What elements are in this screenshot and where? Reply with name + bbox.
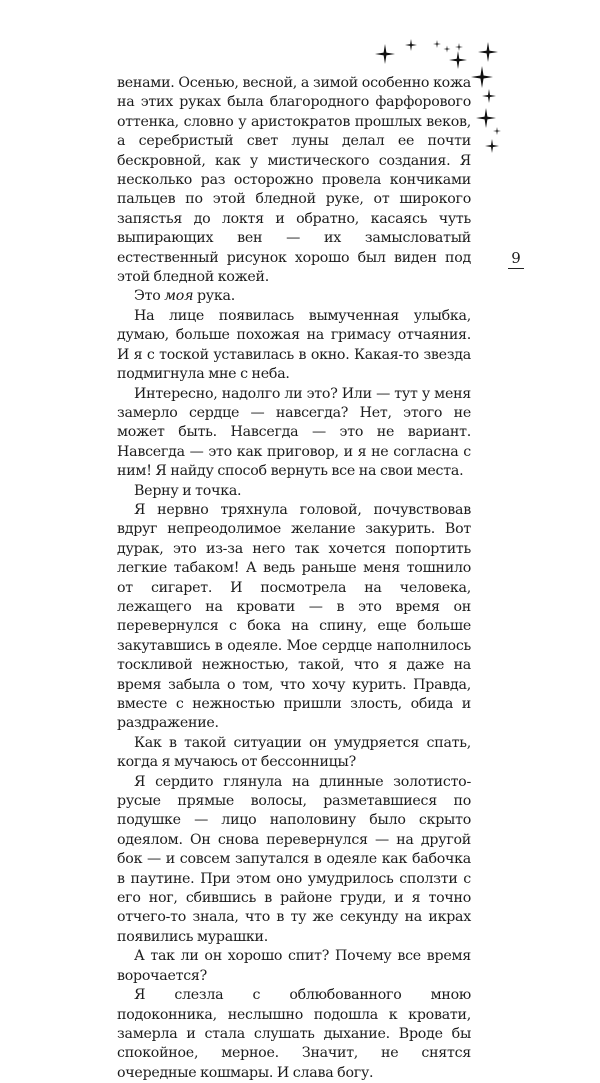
paragraph: Я сердито глянула на длинные золотисто-русые прямые волосы, разметавшиеся по подушке — лицо наполовину было скрыто одеялом. Он снова перевернулся — на другой бок — и совсем запутался в одеяле как бабочка в паутине. При этом оно умудрилось сползти с его ног, сбившись в районе груди, и я точно отчего-то знала, что в ту же секунду на икрах появились мурашки. — [117, 773, 471, 945]
paragraph: А так ли он хорошо спит? Почему все время ворочается? — [117, 948, 471, 984]
paragraph: На лице появилась вымученная улыбка, думаю, больше похожая на гримасу отчаяния. И я с тоской уставилась в окно. Какая-то звезда подмигнула мне с неба. — [117, 307, 471, 383]
sparkle-star-icon — [433, 40, 441, 48]
paragraph: венами. Осенью, весной, а зимой особенно кожа на этих руках была благородного фарфорового оттенка, словно у аристократов прошлых веков, а серебристый свет луны делал ее почти бескровной, как у мистического создания. Я несколько раз осторожно провела кончиками пальцев по этой бледной руке, от широкого запястья до локтя и обратно, касаясь чуть выпирающих вен — их замысловатый естественный рисунок хорошо был виден под этой бледной кожей. — [117, 75, 471, 286]
paragraph: Как в такой ситуации он умудряется спать, когда я мучаюсь от бессонницы? — [117, 734, 471, 771]
sparkle-star-icon — [405, 39, 417, 51]
page-number-rule — [508, 268, 524, 269]
sparkle-star-icon — [493, 127, 501, 135]
sparkle-star-icon — [471, 66, 493, 88]
paragraph: Интересно, надолго ли это? Или — тут у меня замерло сердце — навсегда? Нет, этого не может быть. Навсегда — это не вариант. Навсегда — это как приговор, и я не согласна с ним! Я найду способ вернуть все на свои места. — [117, 385, 471, 480]
sparkle-star-icon — [449, 51, 467, 69]
sparkle-star-icon — [444, 46, 451, 53]
sparkle-star-icon — [478, 42, 498, 62]
emphasis: моя — [164, 288, 194, 305]
sparkle-star-icon — [455, 43, 463, 51]
sparkle-star-icon — [476, 108, 496, 128]
sparkle-star-icon — [482, 89, 496, 103]
sparkle-star-icon — [375, 44, 395, 64]
sparkle-star-icon — [485, 139, 499, 153]
page-number: 9 — [511, 249, 521, 267]
body-text — [117, 74, 471, 1083]
paragraph: Это моя рука. — [134, 288, 235, 305]
paragraph: Я нервно тряхнула головой, почувствовав вдруг непреодолимое желание закурить. Вот дурак, это из-за него так хочется попортить легкие табаком! А ведь раньше меня тошнило от сигарет. И посмотрела на человека, лежащего на кровати — в это время он перевернулся с бока на спину, еще больше закутавшись в одеяле. Мое сердце наполнилось тоскливой нежностью, такой, что я даже на время забыла о том, что хочу курить. Правда, вместе с нежностью пришли злость, обида и раздражение. — [117, 501, 471, 732]
paragraph: Верну и точка. — [134, 482, 242, 499]
paragraph: Я слезла с облюбованного мною подоконника, неслышно подошла к кровати, замерла и стала слушать дыхание. Вроде бы спокойное, мерное. Значит, не снятся очередные кошмары. И слава богу. — [117, 987, 471, 1081]
